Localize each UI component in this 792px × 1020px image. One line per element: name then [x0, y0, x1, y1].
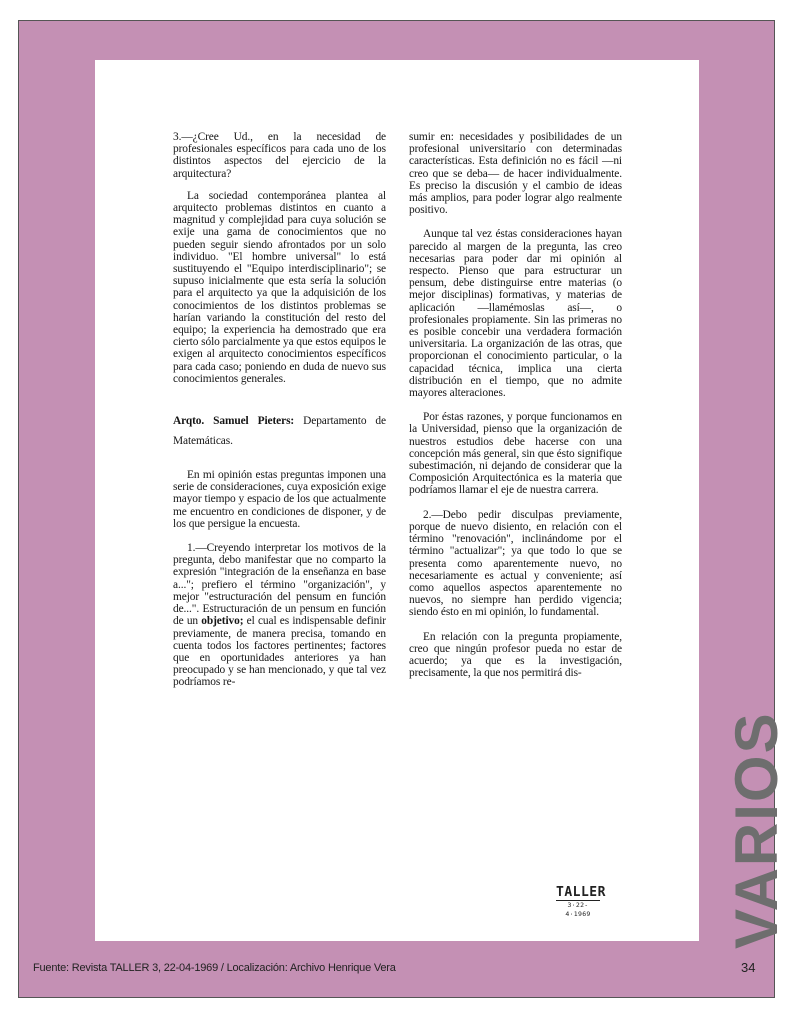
text-column-right: [409, 131, 622, 679]
source-caption: Fuente: Revista TALLER 3, 22-04-1969 / Localización: Archivo Henrique Vera: [33, 962, 396, 974]
answer-1: [173, 542, 386, 688]
scanned-page: [95, 60, 699, 941]
question-3: 3.—¿Cree Ud., en la necesidad de profesionales específicos para cada uno de los distintos aspectos del ejercicio de la arquitectura?: [173, 131, 386, 180]
taller-logo: [556, 885, 606, 918]
author-line: [173, 411, 386, 451]
answer-1-part2: el cual es indispensable definir previamente, de manera precisa, tomando en cuenta todos los factores pertinentes; factores que en oportunidades anteriores ya han preocupado y se han mencionado, y que tal vez podríamos re-: [173, 615, 386, 689]
right-paragraph-2: Aunque tal vez éstas consideraciones hayan parecido al margen de la pregunta, las creo necesarias para poder dar mi opinión al respecto. Pienso que para estructurar un pensum, debe distinguirse entre materias (o mejor disciplinas) formativas, y materias de aplicación —llamémoslas así—, o profesionales propiamente. Sin las primeras no es posible concebir una verdadera formación universitaria. La organización de las otras, que proporcionan el conocimiento particular, o la capacidad técnica, implica una cierta distribución en el tiempo, que no admite mayores alteraciones.: [409, 228, 622, 400]
author-name: Arqto. Samuel Pieters:: [173, 415, 295, 428]
taller-logo-issue: 3·22-4·1969: [565, 901, 591, 918]
right-paragraph-5: En relación con la pregunta propiamente, creo que ningún profesor pueda no estar de acuerdo; ya que es la investigación, precisamente, la que nos permitirá dis-: [409, 630, 622, 680]
author-department: Departamento de Matemáticas.: [173, 415, 386, 448]
right-paragraph-1: sumir en: necesidades y posibilidades de un profesional universitario con determinadas características. Esta definición no es fácil —ni creo que se deba— de hacer individualmente. Es preciso la discusión y el cambio de ideas más amplios, para poder lograr algo realmente positivo.: [409, 131, 622, 217]
answer-3: La sociedad contemporánea plantea al arquitecto problemas distintos en cuanto a magnitud y complejidad para cuya solución se exije una gama de conocimientos que no pueden seguir siendo afrontados por un solo individuo. "El hombre universal" lo está sustituyendo el "Equipo interdisciplinario"; se supuso inicialmente que esta sería la solución para el arquitecto ya que la adquisición de los conocimientos de los distintos problemas se harían variando la constitución del resto del equipo; la experiencia ha demostrado que era cierto sólo parcialmente ya que estos equipos le exigen al arquitecto conocimientos específicos para cada caso; poniendo en duda de nuevo sus conocimientos generales.: [173, 189, 386, 385]
page-number: 34: [741, 960, 756, 975]
taller-logo-name: TALLER: [556, 885, 606, 900]
right-paragraph-3: Por éstas razones, y porque funcionamos en la Universidad, pienso que la organización de nuestros estudios debe hacerse con una concepción más general, sin que ésto signifique subestimación, ni dejando de considerar que la Composición Arquitectónica es la materia que podríamos llamar el eje de nuestra carrera.: [409, 411, 622, 497]
text-column-left: [173, 131, 386, 701]
intro-paragraph: En mi opinión estas preguntas imponen una serie de consideraciones, cuya exposición exige mayor tiempo y espacio de los que actualmente me encuentro en condiciones de disponer, y de los que persigue la encuesta.: [173, 469, 386, 530]
right-paragraph-4: 2.—Debo pedir disculpas previamente, porque de nuevo disiento, en relación con el término "renovación", inclinándome por el término "actualizar"; ya que todo lo que se presenta como aparentemente nuevo, no necesariamente es actual y conveniente; así como aquellos aspectos aparentemente no nuevos, no siempre han perdido vigencia; siendo ésto en mi opinión, lo fundamental.: [409, 508, 622, 619]
section-label-varios: VARIOS: [723, 711, 790, 949]
answer-1-bold: objetivo;: [201, 615, 244, 628]
answer-1-part1: 1.—Creyendo interpretar los motivos de la pregunta, debo manifestar que no comparto la expresión "integración de la enseñanza en base a..."; prefiero el término "organización", y mejor "estructuración del pensum en función de...". Estructuración de un pensum en función de un: [173, 542, 386, 628]
page-frame: [18, 20, 790, 998]
